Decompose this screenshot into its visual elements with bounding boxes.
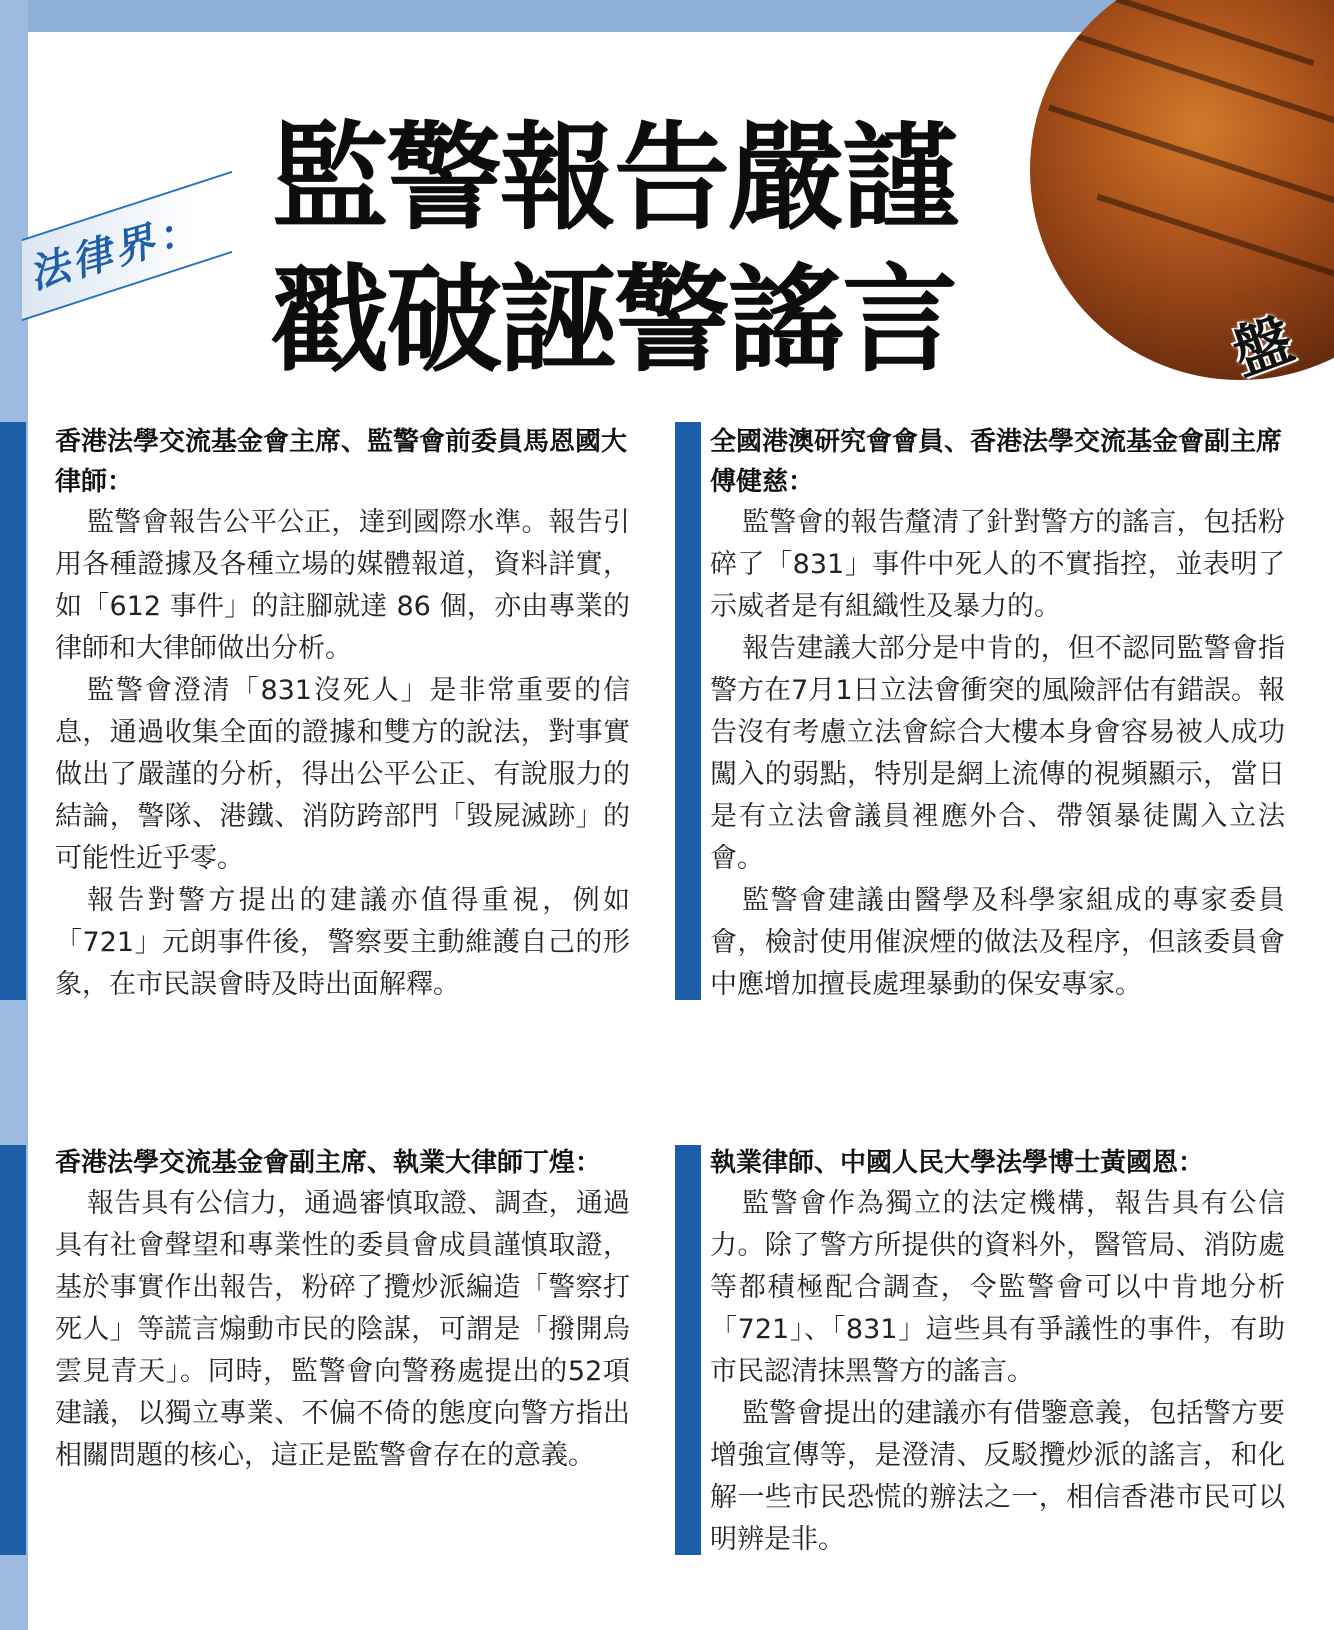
accent-bar-1 (0, 422, 26, 1000)
quote-paragraph: 監警會報告公平公正，達到國際水準。報告引用各種證據及各種立場的媒體報道，資料詳實，如「612 事件」的註腳就達 86 個，亦由專業的律師和大律師做出分析。 (55, 507, 630, 664)
header-photo (1030, 0, 1334, 380)
quote-block-2 (710, 422, 1285, 1006)
accent-bar-3 (0, 1145, 26, 1555)
photo-caption-glyph: 盤 (1223, 304, 1302, 389)
quote-block-3 (55, 1143, 630, 1477)
quote-paragraph: 監警會澄清「831沒死人」是非常重要的信息，通過收集全面的證據和雙方的說法，對事實做出了嚴謹的分析，得出公平公正、有說服力的結論，警隊、港鐵、消防跨部門「毀屍滅跡」的可能性近乎零。 (55, 675, 630, 874)
quote-paragraph: 報告具有公信力，通過審慎取證、調查，通過具有社會聲望和專業性的委員會成員謹慎取證，基於事實作出報告，粉碎了攬炒派編造「警察打死人」等謊言煽動市民的陰謀，可謂是「撥開烏雲見青天」。同時，監警會向警務處提出的52項建議，以獨立專業、不偏不倚的態度向警方指出相關問題的核心，這正是監警會存在的意義。 (55, 1188, 630, 1471)
quote-paragraph: 監警會建議由醫學及科學家組成的專家委員會，檢討使用催淚煙的做法及程序，但該委員會中應增加擅長處理暴動的保安專家。 (710, 885, 1285, 1000)
quote-paragraph: 監警會的報告釐清了針對警方的謠言，包括粉碎了「831」事件中死人的不實指控，並表明了示威者是有組織性及暴力的。 (710, 507, 1285, 622)
quote-paragraph: 監警會提出的建議亦有借鑒意義，包括警方要增強宣傳等，是澄清、反駁攬炒派的謠言，和化解一些市民恐慌的辦法之一，相信香港市民可以明辨是非。 (710, 1398, 1285, 1555)
page-title (272, 108, 956, 392)
headline-line-2: 戳破誣警謠言 (272, 253, 956, 388)
accent-bar-2 (675, 422, 701, 1000)
speaker-name: 香港法學交流基金會主席、監警會前委員馬恩國大律師： (55, 427, 628, 497)
quote-paragraph: 監警會作為獨立的法定機構，報告具有公信力。除了警方所提供的資料外，醫管局、消防處等都積極配合調查，令監警會可以中肯地分析「721」、「831」這些具有爭議性的事件，有助市民認清抹黑警方的謠言。 (710, 1188, 1285, 1387)
quote-paragraph: 報告建議大部分是中肯的，但不認同監警會指警方在7月1日立法會衝突的風險評估有錯誤。報告沒有考慮立法會綜合大樓本身會容易被人成功闖入的弱點，特別是網上流傳的視頻顯示，當日是有立法會議員裡應外合、帶領暴徒闖入立法會。 (710, 633, 1285, 874)
speaker-name: 全國港澳研究會會員、香港法學交流基金會副主席傅健慈： (710, 427, 1283, 497)
quote-paragraph: 報告對警方提出的建議亦值得重視，例如「721」元朗事件後，警察要主動維護自己的形象，在市民誤會時及時出面解釋。 (55, 885, 630, 1000)
headline-line-1: 監警報告嚴謹 (272, 111, 956, 246)
kicker-label: 法律界： (24, 205, 206, 299)
speaker-name: 執業律師、中國人民大學法學博士黃國恩： (710, 1148, 1205, 1178)
quote-block-1 (55, 422, 630, 1006)
accent-bar-4 (675, 1145, 701, 1555)
quote-block-4 (710, 1143, 1285, 1561)
speaker-name: 香港法學交流基金會副主席、執業大律師丁煌： (55, 1148, 602, 1178)
